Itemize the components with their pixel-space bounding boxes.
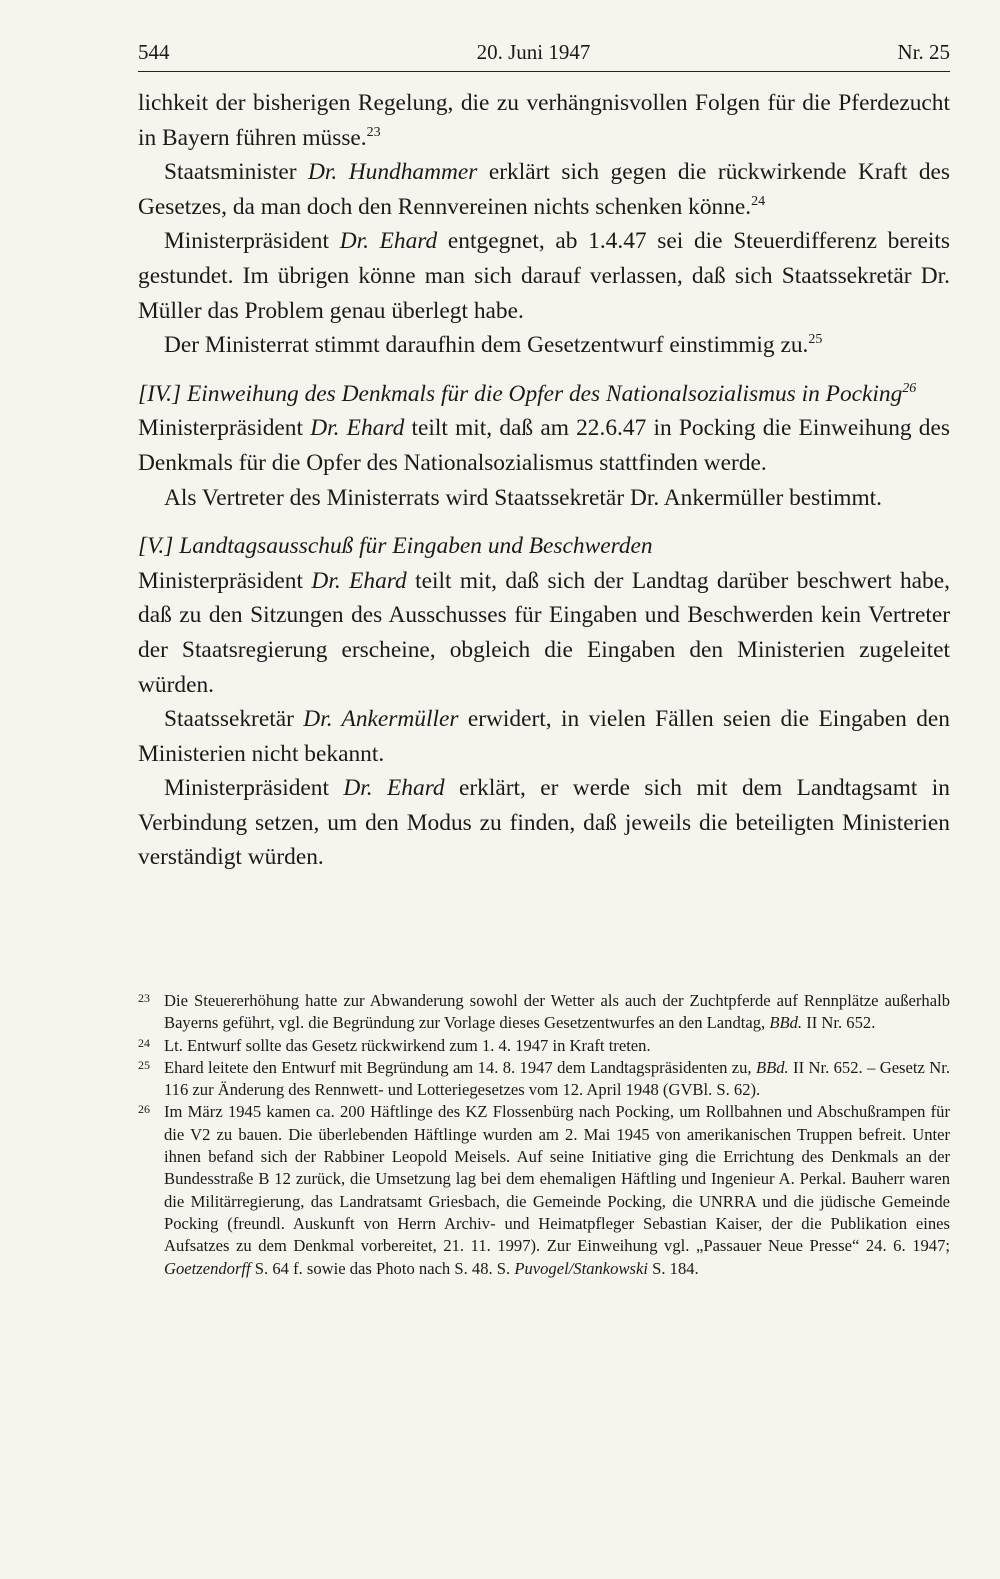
paragraph-6: Als Vertreter des Ministerrats wird Staatssekretär Dr. Ankermüller bestimmt. (164, 484, 883, 511)
header-date: 20. Juni 1947 (476, 40, 591, 64)
footnote-text: Im März 1945 kamen ca. 200 Häftlinge des KZ Flossenbürg nach Pocking, um Rollbahnen und Abschußrampen für die V2 zu bauen. Die überlebenden Häftlinge wurden am 2. Mai 1945 von amerikanischen Truppen befreit. Unter ihnen befand sich der Rabbiner Leopold Meisels. Auf seine Initiative ging die Errichtung des Denkmals an der Bundesstraße B 12 zurück, die Umsetzung lag bei dem ehemaligen Häftling und Ingenieur A. Perkal. Bauherr waren die Militärregierung, das Landratsamt Griesbach, die Gemeinde Pocking, die UNRRA und die jüdische Gemeinde Pocking (freundl. Auskunft von Herrn Archiv- und Heimatpfleger Sebastian Kaiser, der die Publikation eines Aufsatzes zu dem Denkmal vorbereitet, 21. 11. 1997). Zur Einweihung vgl. „Passauer Neue Presse“ 24. 6. 1947; Goetzendorff S. 64 f. sowie das Photo nach S. 48. S. Puvogel/Stankowski S. 184. (164, 1102, 950, 1278)
footnote-25 (138, 1057, 950, 1102)
page (138, 40, 950, 875)
footnote-mark: 26 (138, 1102, 150, 1117)
footnote-ref-26: 26 (902, 380, 917, 396)
person-name: Dr. Ehard (339, 228, 438, 255)
footnote-text: Die Steuererhöhung hatte zur Abwanderung sowohl der Wetter als auch der Zuchtpferde auf Rennplätze außerhalb Bayerns geführt, vgl. die Begründung zur Vorlage dieses Gesetzentwurfes an den Landtag, BBd. II Nr. 652. (164, 991, 950, 1033)
page-number: 544 (138, 40, 170, 64)
header-issue: Nr. 25 (897, 40, 950, 64)
footnote-mark: 23 (138, 991, 150, 1005)
footnote-text: Ehard leitete den Entwurf mit Begründung am 14. 8. 1947 dem Landtagspräsidenten zu, BBd. II Nr. 652. – Gesetz Nr. 116 zur Änderung des Rennwett- und Lotteriegesetzes vom 12. April 1948 (GVBl. S. 62). (164, 1057, 950, 1100)
person-name: Dr. Ehard (343, 775, 445, 802)
person-name: Dr. Hundhammer (308, 159, 478, 186)
footnote-mark: 24 (138, 1035, 150, 1050)
paragraph-4: Der Ministerrat stimmt daraufhin dem Gesetzentwurf einstimmig zu.$^{25}$ (164, 332, 823, 359)
footnote-text: Lt. Entwurf sollte das Gesetz rückwirkend zum 1. 4. 1947 in Kraft treten. (164, 1035, 651, 1055)
footnotes (138, 990, 950, 1280)
footnote-24 (138, 1035, 950, 1057)
footnote-ref-25: 25 (808, 332, 823, 348)
section-heading-iv: [IV.] Einweihung des Denkmals für die Opfer des Nationalsozialismus in Pocking$^{26}$ (138, 380, 917, 407)
paragraph-1: lichkeit der bisherigen Regelung, die zu verhängnisvollen Folgen für die Pferdezucht in Bayern führen müsse.$^{23}$ (138, 90, 950, 151)
footnote-ref-24: 24 (751, 193, 766, 209)
paragraph-2: Staatsminister Dr. Hundhammer erklärt sich gegen die rückwirkende Kraft des Gesetzes, da man doch den Rennvereinen nichts schenken könne.$^{24}$ (138, 159, 950, 220)
footnote-26 (138, 1101, 950, 1279)
section-heading-v: [V.] Landtagsausschuß für Eingaben und Beschwerden (138, 533, 653, 560)
main-text (138, 86, 950, 875)
paragraph-9: Ministerpräsident Dr. Ehard erklärt, er werde sich mit dem Landtagsamt in Verbindung setzen, um den Modus zu finden, daß jeweils die beteiligten Ministerien verständigt würden. (138, 775, 950, 871)
footnote-23 (138, 990, 950, 1035)
paragraph-5: Ministerpräsident Dr. Ehard teilt mit, daß am 22.6.47 in Pocking die Einweihung des Denkmals für die Opfer des Nationalsozialismus stattfinden werde. (138, 415, 950, 476)
paragraph-8: Staatssekretär Dr. Ankermüller erwidert, in vielen Fällen seien die Eingaben den Ministerien nicht bekannt. (138, 706, 950, 767)
footnote-mark: 25 (138, 1057, 150, 1072)
paragraph-3: Ministerpräsident Dr. Ehard entgegnet, ab 1.4.47 sei die Steuerdifferenz bereits gestundet. Im übrigen könne man sich darauf verlassen, daß sich Staatssekretär Dr. Müller das Problem genau überlegt habe. (138, 228, 950, 324)
person-name: Dr. Ehard (311, 567, 407, 594)
paragraph-7: Ministerpräsident Dr. Ehard teilt mit, daß sich der Landtag darüber beschwert habe, daß zu den Sitzungen des Ausschusses für Eingaben und Beschwerden kein Vertreter der Staatsregierung erscheine, obgleich die Eingaben den Ministerien zugeleitet würden. (138, 567, 950, 698)
footnote-ref-23: 23 (366, 124, 381, 140)
person-name: Dr. Ankermüller (303, 706, 459, 733)
person-name: Dr. Ehard (310, 415, 405, 442)
running-header (138, 40, 950, 72)
